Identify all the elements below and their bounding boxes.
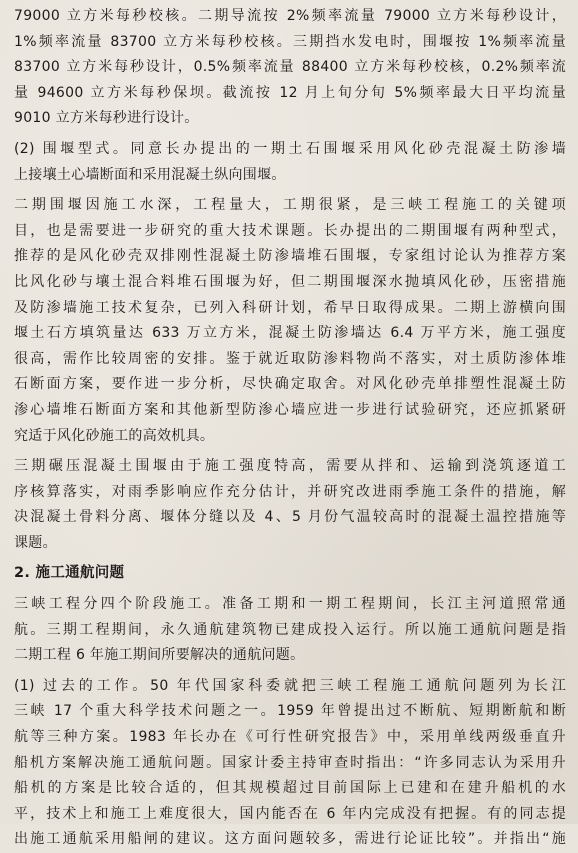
text-line: 很高，需作比较周密的安排。鉴于就近取防渗料物尚不落实，对土质防渗体堆	[14, 350, 566, 367]
text-line: 83700 立方米每秒设计，0.5%频率流量 88400 立方米每秒校核，0.2%频率流	[14, 59, 566, 76]
text-line: 决混凝土骨料分离、堰体分缝以及 4、5 月份气温较高时的混凝土温控措施等	[14, 509, 566, 526]
paragraph-flood-standards	[14, 4, 566, 132]
text-line: 船机方案解决施工通航问题。国家计委主持审查时指出：“许多同志认为采用升	[14, 754, 566, 771]
paragraph-navigation-intro	[14, 592, 566, 669]
paragraph-cofferdam-type	[14, 137, 566, 188]
text-line: 渗心墙堆石断面方案和其他新型防渗心墙应进一步进行试验研究，还应抓紧研	[14, 401, 566, 418]
text-line: 9010 立方米每秒进行设计。	[14, 110, 199, 127]
text-line: 三峡工程分四个阶段施工。准备工期和一期工程期间，长江主河道照常通	[14, 596, 566, 613]
paragraph-phase-three-cofferdam	[14, 454, 566, 556]
text-line: 比风化砂与壤土混合料堆石围堰为好，但二期围堰深水抛填风化砂，压密措施	[14, 273, 566, 290]
paragraph-past-work	[14, 674, 566, 853]
text-line: 课题。	[14, 534, 57, 551]
text-line: 航。三期工程期间，永久通航建筑物已建成投入运行。所以施工通航问题是指	[14, 621, 566, 638]
text-line: 船机的方案是比较合适的，但其规模超过目前国际上已建和在建升船机的水	[14, 780, 566, 797]
text-line: 序核算落实，对雨季影响应作充分估计，并研究改进雨季施工条件的措施，解	[14, 483, 566, 500]
paragraph-phase-two-cofferdam	[14, 193, 566, 449]
text-line: 二期工程 6 年施工期间所要解决的通航问题。	[14, 647, 305, 664]
text-line: 量 94600 立方米每秒保坝。截流按 12 月上旬分旬 5%频率最大日平均流量	[14, 84, 566, 101]
section-heading: 2. 施工通航问题	[14, 565, 125, 582]
text-line: (2) 围堰型式。同意长办提出的一期土石围堰采用风化砂壳混凝土防渗墙	[14, 140, 566, 157]
text-line: 推荐的是风化砂壳双排刚性混凝土防渗墙堆石围堰，专家组讨论认为推荐方案	[14, 248, 566, 265]
text-line: 平，技术上和施工上难度很大，国内能否在 6 年内完成没有把握。有的同志提	[14, 805, 566, 822]
text-line: 航等三种方案。1983 年长办在《可行性研究报告》中，采用单线两级垂直升	[14, 729, 566, 746]
text-line: 堰土石方填筑量达 633 万立方米，混凝土防渗墙达 6.4 万平方米，施工强度	[14, 325, 566, 342]
text-line: 及防渗墙施工技术复杂，已列入科研计划，希早日取得成果。二期上游横向围	[14, 299, 566, 316]
text-line: (1) 过去的工作。50 年代国家科委就把三峡工程施工通航问题列为长江	[14, 677, 566, 694]
text-line: 目，也是需要进一步研究的重大技术课题。长办提出的二期围堰有两种型式，	[14, 222, 566, 239]
text-line: 石断面方案，要作进一步分析，尽快确定取舍。对风化砂壳单排塑性混凝土防	[14, 376, 566, 393]
text-line: 上接壤土心墙断面和采用混凝土纵向围堰。	[14, 166, 286, 183]
text-line: 79000 立方米每秒校核。二期导流按 2%频率流量 79000 立方米每秒设计，	[14, 8, 566, 24]
text-line: 三期碾压混凝土围堰由于施工强度特高，需要从拌和、运输到浇筑逐道工	[14, 458, 566, 475]
text-line: 三峡 17 个重大科学技术问题之一。1959 年曾提出过不断航、短期断航和断	[14, 703, 566, 720]
text-line: 二期围堰因施工水深，工程量大，工期很紧，是三峡工程施工的关键项	[14, 197, 566, 214]
text-line: 出施工通航采用船闸的建议。这方面问题较多，需进行论证比较”。并指出“施	[14, 831, 566, 848]
text-line: 究适于风化砂施工的高效机具。	[14, 427, 215, 444]
text-line: 1%频率流量 83700 立方米每秒校核。三期挡水发电时，围堰按 1%频率流量	[14, 33, 566, 50]
